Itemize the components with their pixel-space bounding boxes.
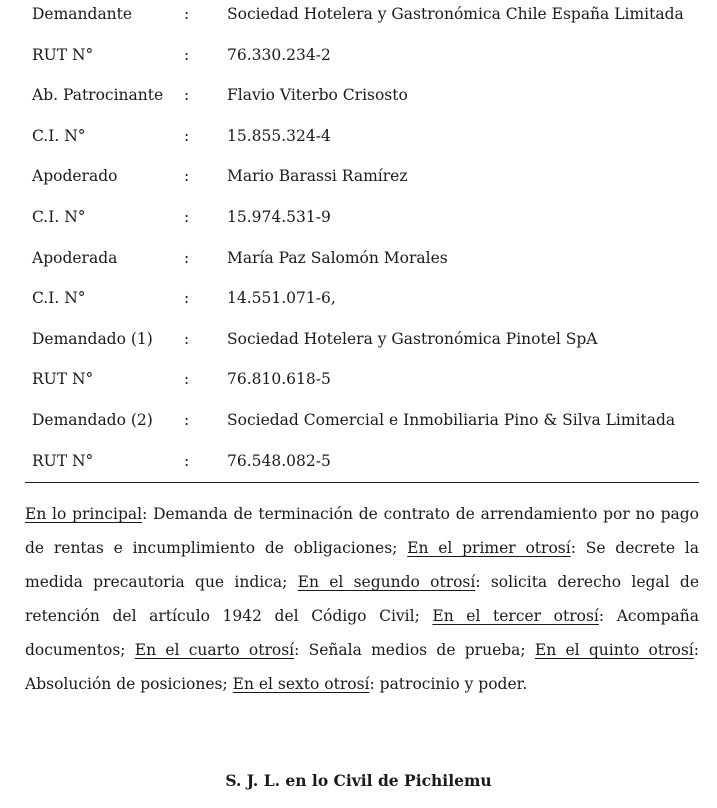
claim-summary	[25, 497, 699, 701]
party-row	[0, 327, 717, 351]
party-separator: :	[184, 452, 190, 470]
party-value: 76.330.234-2	[227, 46, 331, 64]
party-label: Ab. Patrocinante	[32, 86, 164, 104]
party-label: RUT N°	[32, 452, 94, 470]
otrosi-1-heading: En el primer otrosí	[407, 539, 571, 557]
principal-text: : Demanda de terminación de contrato de arrendamiento por no pago de rentas e incumplimiento de obligaciones;	[25, 505, 699, 557]
party-value: Sociedad Comercial e Inmobiliaria Pino & Silva Limitada	[227, 411, 676, 429]
party-separator: :	[184, 249, 190, 267]
party-row	[0, 246, 717, 270]
party-value: Sociedad Hotelera y Gastronómica Pinotel SpA	[227, 330, 598, 348]
otrosi-2-text: : solicita derecho legal de retención del artículo 1942 del Código Civil;	[25, 573, 699, 625]
section-divider	[25, 482, 699, 483]
party-label: C.I. N°	[32, 208, 86, 226]
party-label: Demandado (1)	[32, 330, 153, 348]
party-value: María Paz Salomón Morales	[227, 249, 448, 267]
otrosi-5-heading: En el quinto otrosí	[534, 641, 694, 659]
party-row	[0, 449, 717, 473]
party-row	[0, 205, 717, 229]
party-value: 76.810.618-5	[227, 370, 331, 388]
party-separator: :	[184, 370, 190, 388]
party-separator: :	[184, 167, 190, 185]
party-value: Flavio Viterbo Crisosto	[227, 86, 408, 104]
otrosi-3-text: : Acompaña documentos;	[25, 607, 699, 659]
party-row	[0, 286, 717, 310]
party-label: Apoderada	[32, 249, 118, 267]
party-row	[0, 408, 717, 432]
otrosi-4-heading: En el cuarto otrosí	[134, 641, 295, 659]
party-separator: :	[184, 208, 190, 226]
party-label: C.I. N°	[32, 127, 86, 145]
party-value: 15.855.324-4	[227, 127, 331, 145]
party-label: RUT N°	[32, 370, 94, 388]
party-label: C.I. N°	[32, 289, 86, 307]
party-label: RUT N°	[32, 46, 94, 64]
party-row	[0, 164, 717, 188]
party-label: Demandante	[32, 5, 133, 23]
otrosi-3-heading: En el tercer otrosí	[432, 607, 599, 625]
otrosi-5-text: : Absolución de posiciones;	[25, 641, 699, 693]
party-separator: :	[184, 5, 190, 23]
otrosi-6-heading: En el sexto otrosí	[232, 675, 370, 693]
party-separator: :	[184, 127, 190, 145]
party-separator: :	[184, 411, 190, 429]
otrosi-6-text: : patrocinio y poder.	[369, 675, 528, 693]
party-separator: :	[184, 46, 190, 64]
party-label: Apoderado	[32, 167, 118, 185]
otrosi-1-text: : Se decrete la medida precautoria que indica;	[25, 539, 699, 591]
party-value: Mario Barassi Ramírez	[227, 167, 408, 185]
party-row	[0, 83, 717, 107]
party-value: 14.551.071-6,	[227, 289, 336, 307]
party-separator: :	[184, 330, 190, 348]
otrosi-2-heading: En el segundo otrosí	[297, 573, 476, 591]
party-value: 15.974.531-9	[227, 208, 331, 226]
party-label: Demandado (2)	[32, 411, 153, 429]
court-heading: S. J. L. en lo Civil de Pichilemu	[225, 771, 492, 790]
party-row	[0, 124, 717, 148]
party-value: Sociedad Hotelera y Gastronómica Chile España Limitada	[227, 5, 684, 23]
party-row	[0, 367, 717, 391]
principal-heading: En lo principal	[25, 505, 143, 523]
party-separator: :	[184, 86, 190, 104]
party-value: 76.548.082-5	[227, 452, 331, 470]
party-row	[0, 2, 717, 26]
party-row	[0, 43, 717, 67]
otrosi-4-text: : Señala medios de prueba;	[294, 641, 535, 659]
party-separator: :	[184, 289, 190, 307]
